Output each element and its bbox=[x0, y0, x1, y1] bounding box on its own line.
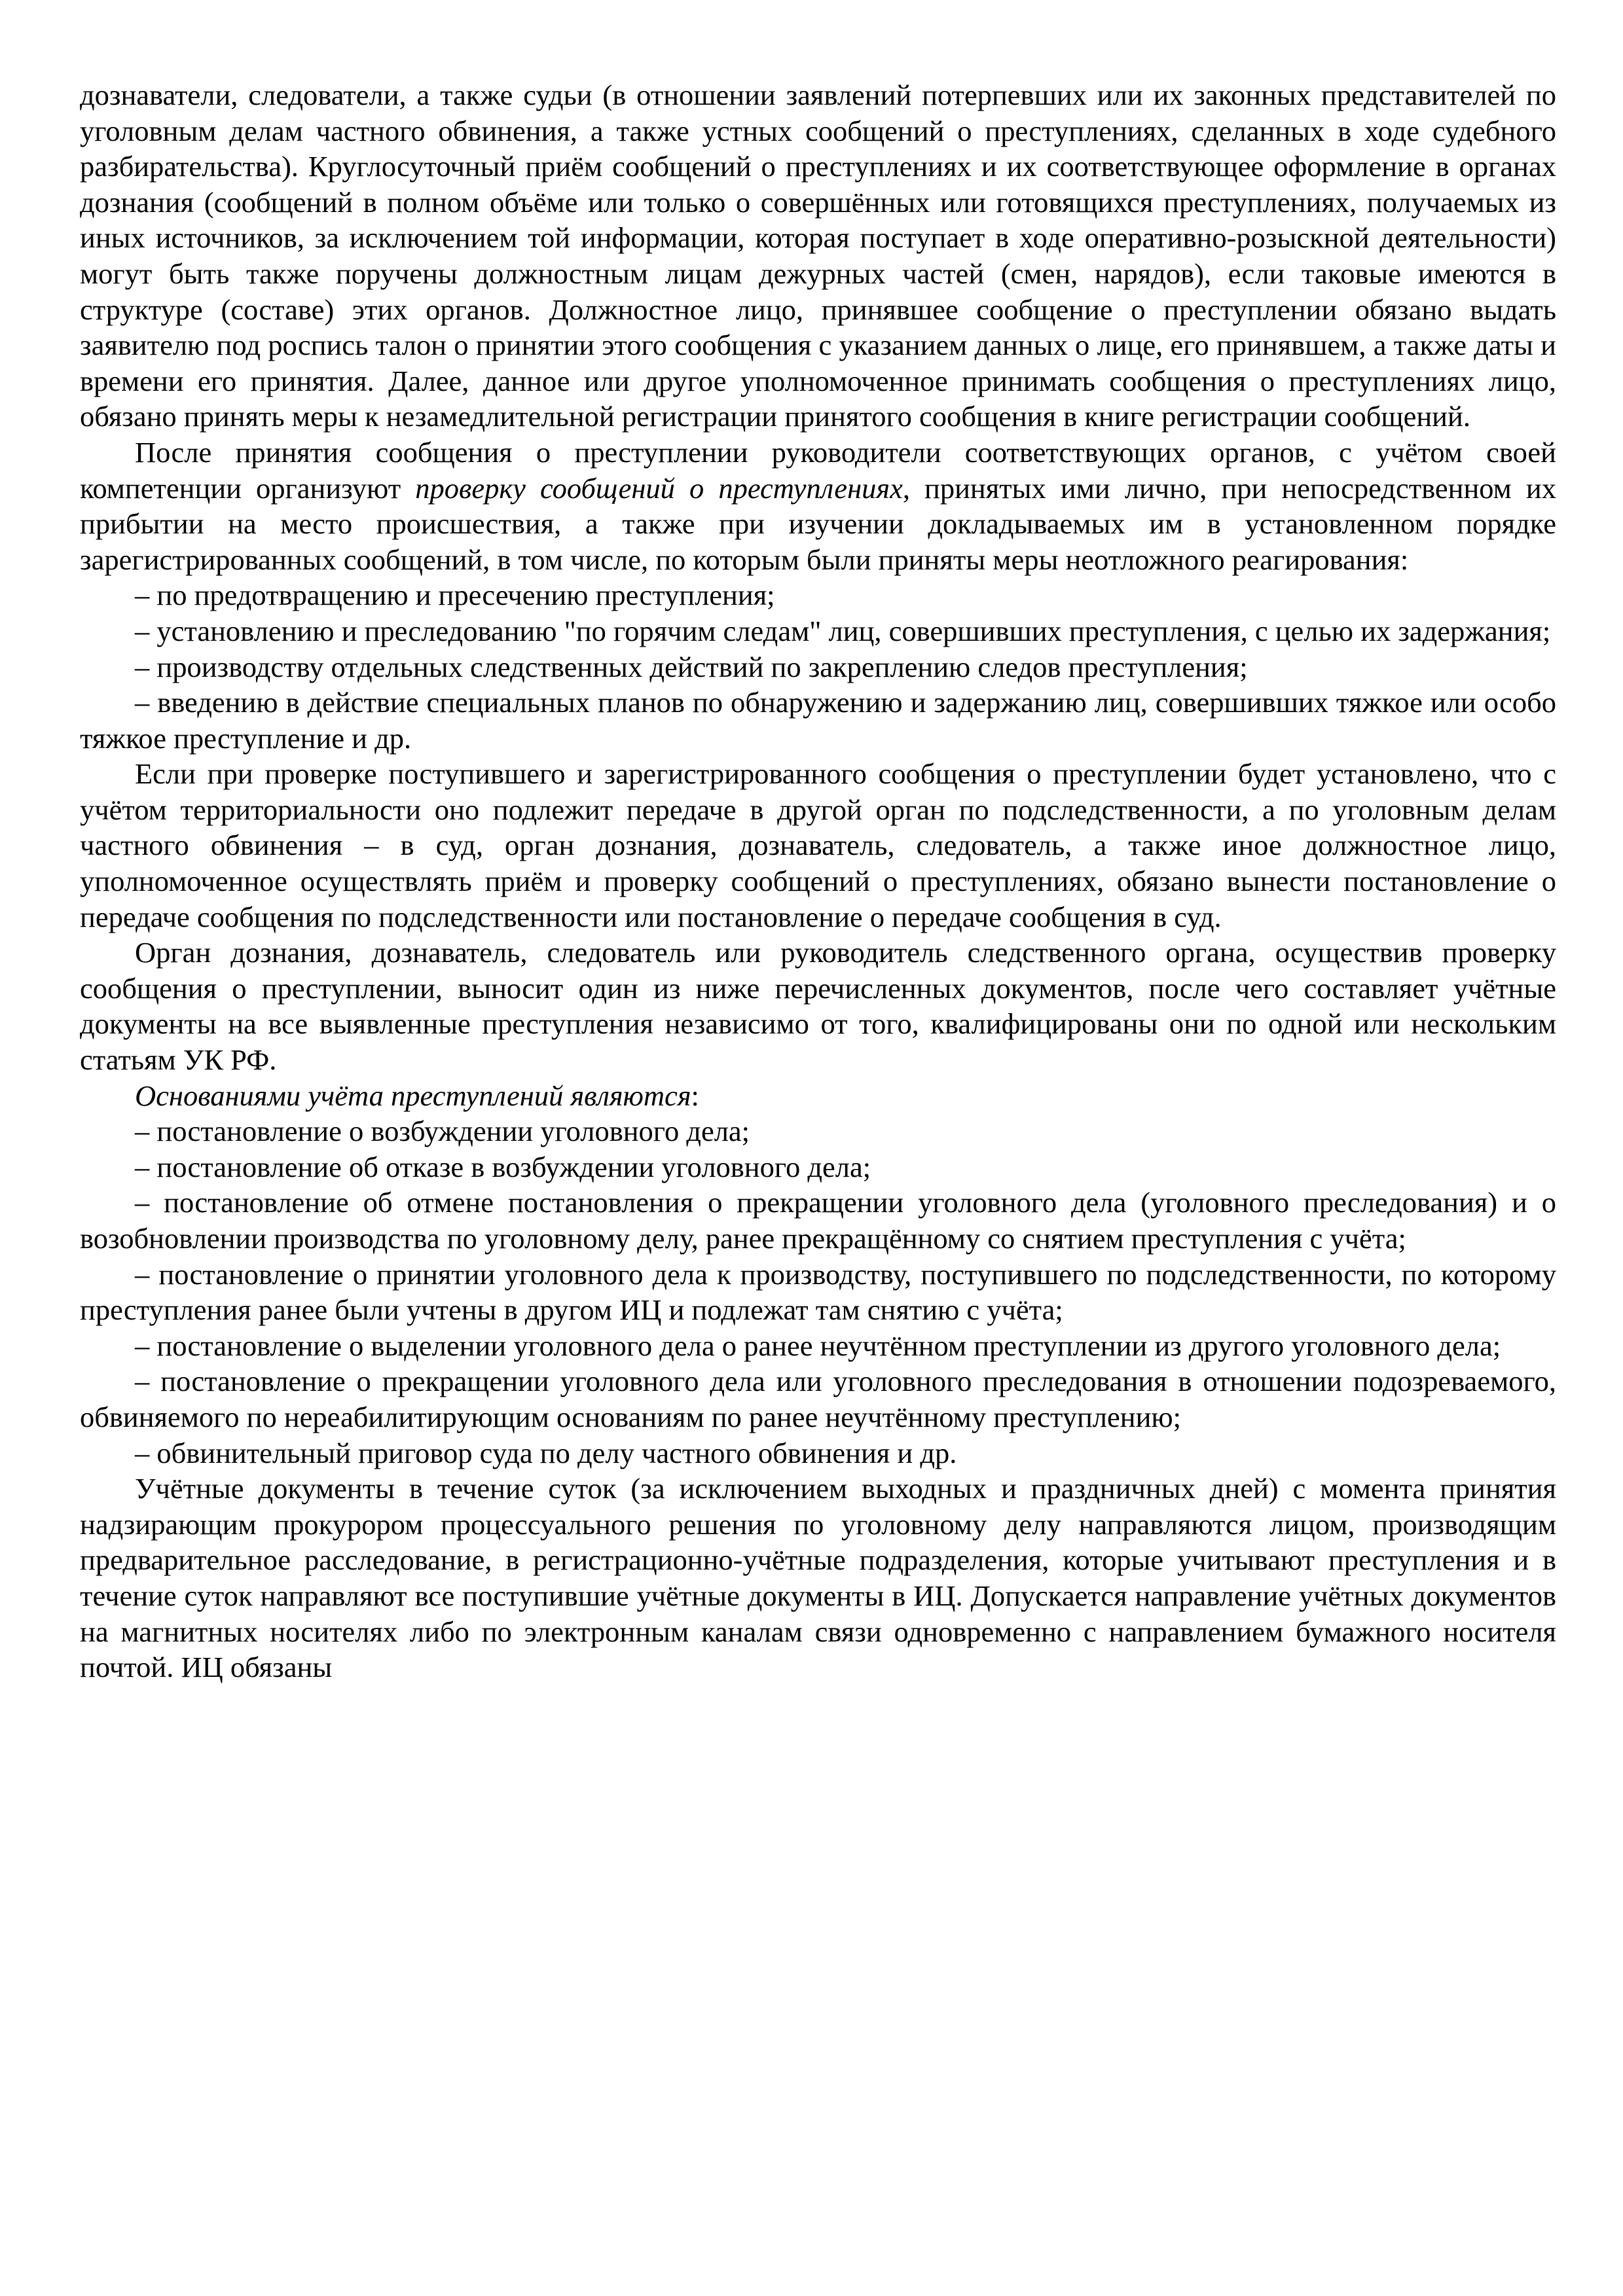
list-item bbox=[80, 685, 1556, 756]
list-item bbox=[80, 1435, 1556, 1471]
paragraph bbox=[80, 756, 1556, 935]
list-item bbox=[80, 1257, 1556, 1328]
text-run: После принятия сообщения о преступлении руководители соответствующих органов, с учётом своей компетенции организуют bbox=[80, 435, 1556, 505]
text-run: – постановление об отмене постановления о прекращении уголовного дела (уголовного преследования) и о возобновлении производства по уголовному делу, ранее прекращённому со снятием преступления с учёта; bbox=[80, 1186, 1556, 1255]
text-run: , принятых ими лично, при непосредственном их прибытии на место происшествия, а также при изучении докладываемых им в установленном порядке зарегистрированных сообщений, в том числе, по которым были приняты меры неотложного реагирования: bbox=[80, 471, 1556, 576]
list-item bbox=[80, 1149, 1556, 1185]
text-run: – постановление о принятии уголовного дела к производству, поступившего по подследственности, по которому преступления ранее были учтены в другом ИЦ и подлежат там снятию с учёта; bbox=[80, 1257, 1556, 1327]
list-item bbox=[80, 613, 1556, 649]
text-run: – производству отдельных следственных действий по закреплению следов преступления; bbox=[135, 650, 1248, 683]
list-item bbox=[80, 1363, 1556, 1435]
text-run: – постановление о выделении уголовного дела о ранее неучтённом преступлении из другого уголовного дела; bbox=[135, 1329, 1501, 1362]
emphasized-text: Основаниями учёта преступлений являются bbox=[135, 1079, 691, 1112]
text-run: Орган дознания, дознаватель, следователь или руководитель следственного органа, осуществив проверку сообщения о преступлении, выносит один из ниже перечисленных документов, после чего составляет учётные документы на все выявленные преступления независимо от того, квалифицированы они по одной или нескольким статьям УК РФ. bbox=[80, 936, 1556, 1077]
text-run: дознаватели, следователи, а также судьи (в отношении заявлений потерпевших или их законных представителей по уголовным делам частного обвинения, а также устных сообщений о преступлениях, сделанных в ходе судебного разбирательства). Круглосуточный приём сообщений о преступлениях и их соответствующее оформление в органах дознания (сообщений в полном объёме или только о совершённых или готовящихся преступлениях, получаемых из иных источников, за исключением той информации, которая поступает в ходе оперативно-розыскной деятельности) могут быть также поручены должностным лицам дежурных частей (смен, нарядов), если таковые имеются в структуре (составе) этих органов. Должностное лицо, принявшее сообщение о преступлении обязано выдать заявителю под роспись талон о принятии этого сообщения с указанием данных о лице, его принявшем, а также даты и времени его принятия. Далее, данное или другое уполномоченное принимать сообщения о преступлениях лицо, обязано принять меры к незамедлительной регистрации принятого сообщения в книге регистрации сообщений. bbox=[80, 79, 1556, 433]
text-run: Учётные документы в течение суток (за исключением выходных и праздничных дней) с момента принятия надзирающим прокурором процессуального решения по уголовному делу направляются лицом, производящим предварительное расследование, в регистрационно-учётные подразделения, которые учитывают преступления и в течение суток направляют все поступившие учётные документы в ИЦ. Допускается направление учётных документов на магнитных носителях либо по электронным каналам связи одновременно с направлением бумажного носителя почтой. ИЦ обязаны bbox=[80, 1472, 1556, 1684]
list-item bbox=[80, 1113, 1556, 1149]
text-run: – постановление об отказе в возбуждении уголовного дела; bbox=[135, 1150, 871, 1183]
list-item bbox=[80, 1328, 1556, 1364]
text-run: – постановление о прекращении уголовного дела или уголовного преследования в отношении подозреваемого, обвиняемого по нереабилитирующим основаниям по ранее неучтённому преступлению; bbox=[80, 1365, 1556, 1433]
text-run: – по предотвращению и пресечению преступления; bbox=[135, 579, 775, 612]
paragraph bbox=[80, 935, 1556, 1077]
emphasized-text: проверку сообщений о преступлениях bbox=[415, 471, 903, 505]
paragraph bbox=[80, 1471, 1556, 1685]
list-item bbox=[80, 1185, 1556, 1256]
text-run: – введению в действие специальных планов по обнаружению и задержанию лиц, совершивших тяжкое или особо тяжкое преступление и др. bbox=[80, 686, 1556, 755]
document-page bbox=[80, 77, 1556, 1685]
list-item bbox=[80, 577, 1556, 613]
paragraph bbox=[80, 1078, 1556, 1114]
text-run: : bbox=[691, 1079, 699, 1112]
list-item bbox=[80, 649, 1556, 685]
text-run: Если при проверке поступившего и зарегистрированного сообщения о преступлении будет установлено, что с учётом территориальности оно подлежит передаче в другой орган по подследственности, а по уголовным делам частного обвинения – в суд, орган дознания, дознаватель, следователь, а также иное должностное лицо, уполномоченное осуществлять приём и проверку сообщений о преступлениях, обязано вынести постановление о передаче сообщения по подследственности или постановление о передаче сообщения в суд. bbox=[80, 757, 1556, 933]
text-run: – обвинительный приговор суда по делу частного обвинения и др. bbox=[135, 1436, 957, 1469]
text-run: – установлению и преследованию "по горячим следам" лиц, совершивших преступления, с целью их задержания; bbox=[135, 614, 1551, 647]
paragraph bbox=[80, 77, 1556, 435]
text-run: – постановление о возбуждении уголовного дела; bbox=[135, 1115, 750, 1148]
paragraph bbox=[80, 435, 1556, 577]
